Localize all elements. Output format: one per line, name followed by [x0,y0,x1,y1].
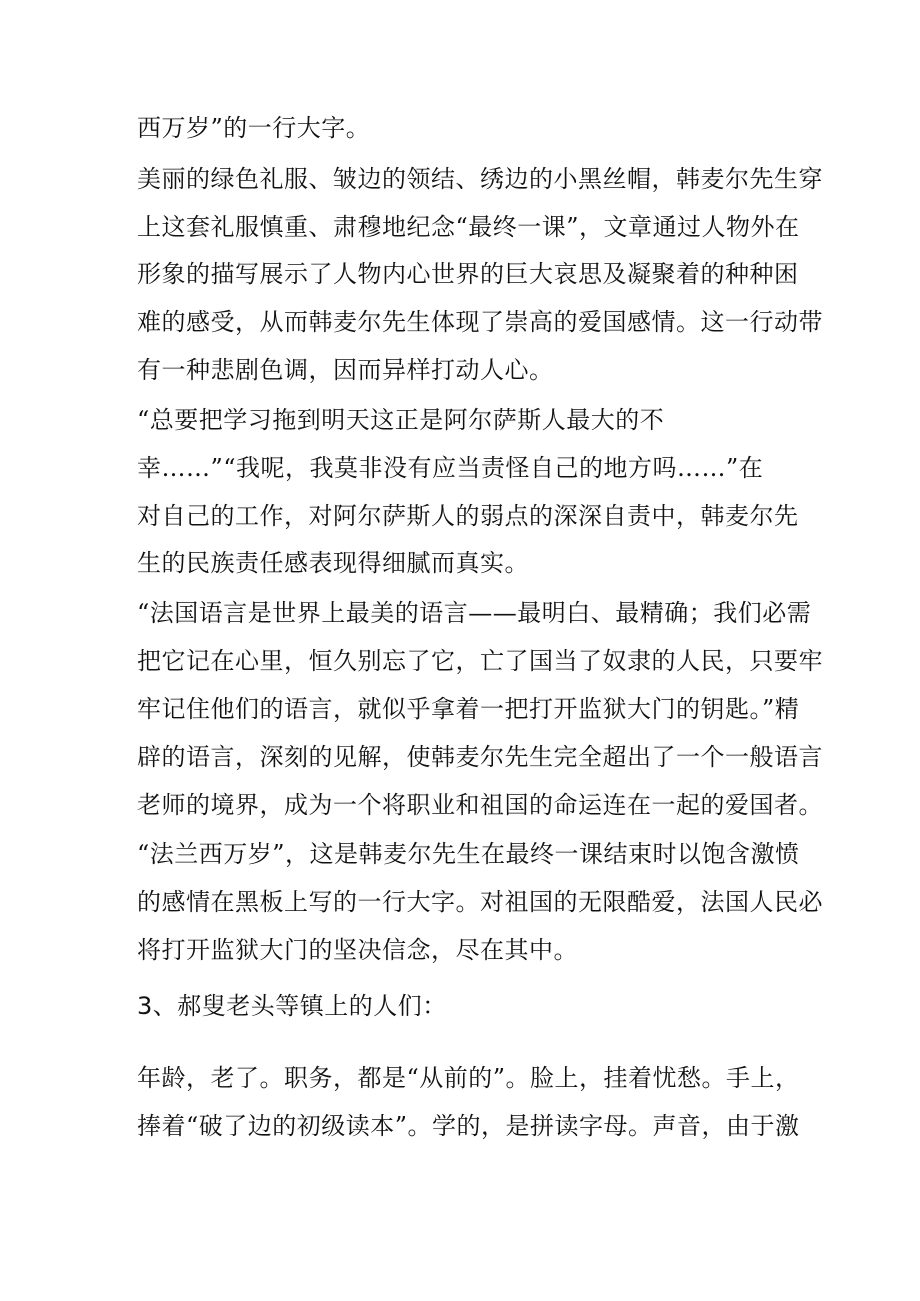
text-line-16: “法兰西万岁”，这是韩麦尔先生在最终一课结束时以饱含激愤 [137,840,800,868]
text-line-21: 捧着“破了边的初级读本”。学的，是拼读字母。声音，由于激 [137,1112,800,1140]
text-line-1: 西万岁”的一行大字。 [137,114,371,142]
text-line-5: 难的感受，从而韩麦尔先生体现了崇高的爱国感情。这一行动带 [137,308,823,336]
text-line-15: 老师的境界，成为一个将职业和祖国的命运连在一起的爱国者。 [137,791,823,819]
text-line-9: 对自己的工作，对阿尔萨斯人的弱点的深深自责中，韩麦尔先 [137,502,799,530]
text-line-13: 牢记住他们的语言，就似乎拿着一把打开监狱大门的钥匙。”精 [137,695,800,723]
text-line-14: 辟的语言，深刻的见解，使韩麦尔先生完全超出了一个一般语言 [137,743,823,771]
text-line-10: 生的民族责任感表现得细腻而真实。 [137,549,529,577]
text-line-4: 形象的描写展示了人物内心世界的巨大哀思及凝聚着的种种困 [137,260,799,288]
text-line-8: 幸……”“我呢，我莫非没有应当责怪自己的地方吗……”在 [137,454,764,482]
text-line-2: 美丽的绿色礼服、皱边的领结、绣边的小黑丝帽，韩麦尔先生穿 [137,165,823,193]
text-line-17: 的感情在黑板上写的一行大字。对祖国的无限酷爱，法国人民必 [137,888,823,916]
text-line-3: 上这套礼服慎重、肃穆地纪念“最终一课”，文章通过人物外在 [137,213,800,241]
text-line-12: 把它记在心里，恒久别忘了它，亡了国当了奴隶的人民，只要牢 [137,647,823,675]
text-line-18: 将打开监狱大门的坚决信念，尽在其中。 [137,936,578,964]
section-heading: 3、郝叟老头等镇上的人们： [137,992,447,1020]
text-line-20: 年龄，老了。职务，都是“从前的”。脸上，挂着忧愁。手上， [137,1064,800,1092]
text-line-6: 有一种悲剧色调，因而异样打动人心。 [137,356,554,384]
text-line-11: “法国语言是世界上最美的语言——最明白、最精确；我们必需 [137,599,812,627]
text-line-7: “总要把学习拖到明天这正是阿尔萨斯人最大的不 [137,406,665,434]
